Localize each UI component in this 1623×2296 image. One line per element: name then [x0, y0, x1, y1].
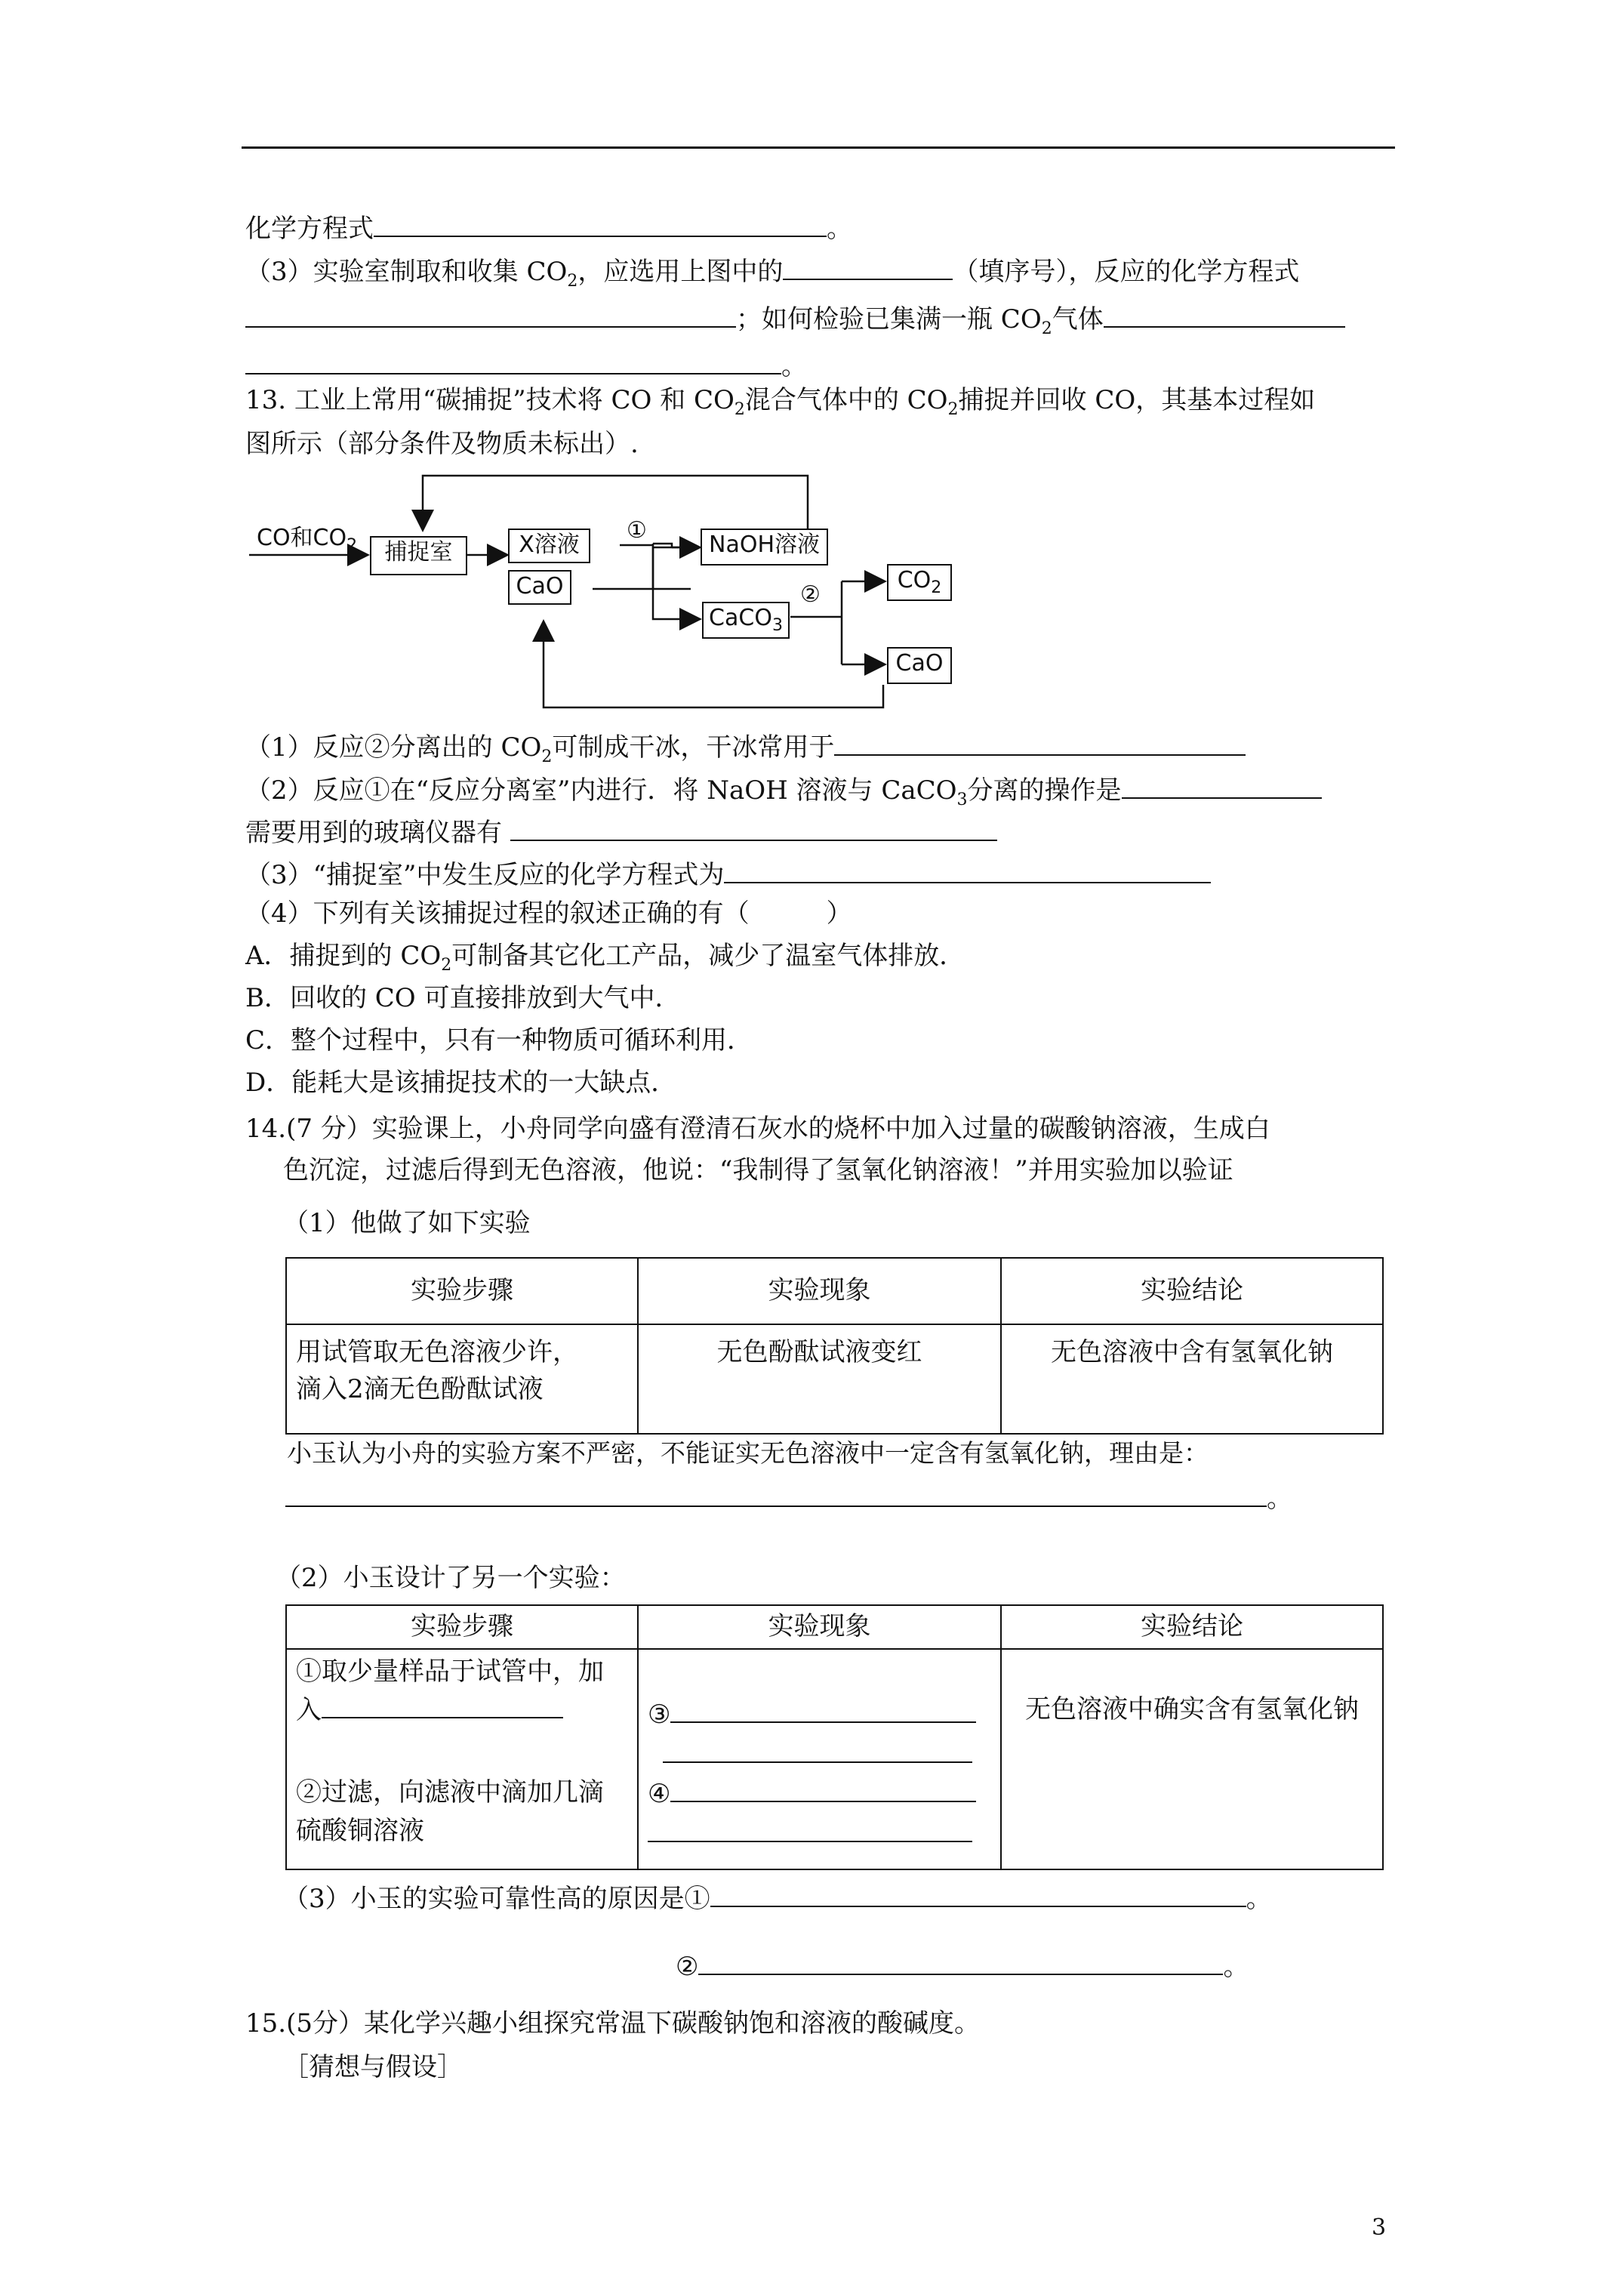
table2-step2-line2: 硫酸铜溶液 — [296, 1816, 424, 1846]
table2-phenomenon-4: ④ — [648, 1774, 991, 1814]
q14-part1: （1）他做了如下实验 — [283, 1208, 531, 1238]
answer-blank[interactable] — [648, 1815, 972, 1842]
table1-phenomenon-cell: 无色酚酞试液变红 — [638, 1324, 1001, 1434]
table2-steps-cell — [286, 1649, 638, 1869]
q13-part3: （3）“捕捉室”中发生反应的化学方程式为 — [245, 856, 1211, 891]
table1-conclusion-cell: 无色溶液中含有氢氧化钠 — [1001, 1324, 1383, 1434]
diagram-step2-label: ② — [800, 581, 821, 608]
table1-steps-cell — [286, 1324, 638, 1434]
carbon-capture-diagram — [249, 472, 989, 721]
diagram-cao-right-box: CaO — [887, 647, 952, 684]
answer-blank[interactable] — [663, 1736, 972, 1763]
q14-reason-line: 。 — [285, 1480, 1292, 1515]
table1-header-conclusion: 实验结论 — [1001, 1258, 1383, 1324]
answer-blank[interactable] — [1122, 772, 1322, 799]
table2-header-conclusion: 实验结论 — [1001, 1605, 1383, 1649]
answer-blank[interactable] — [374, 210, 827, 237]
header-rule — [242, 146, 1395, 149]
answer-blank[interactable] — [245, 347, 781, 374]
q14-intro-line1: 14.(7 分）实验课上，小舟同学向盛有澄清石灰水的烧杯中加入过量的碳酸钠溶液，生成白 — [245, 1114, 1270, 1144]
diagram-co2-box: $CO_2$ — [887, 564, 952, 601]
table2-step1-line2: 入 — [296, 1691, 628, 1730]
answer-blank[interactable] — [245, 300, 736, 328]
table1-step-line2: 滴入2滴无色酚酞试液 — [296, 1374, 544, 1405]
q13-part4: （4）下列有关该捕捉过程的叙述正确的有（ ） — [245, 898, 852, 929]
table2-header-phenomenon: 实验现象 — [638, 1605, 1001, 1649]
q14-intro-line2: 色沉淀，过滤后得到无色溶液，他说：“我制得了氢氧化钠溶液！”并用实验加以验证 — [283, 1155, 1233, 1185]
table1-header-phenomenon: 实验现象 — [638, 1258, 1001, 1324]
q13-part2-line1: （2）反应①在“反应分离室”内进行．将 NaOH 溶液与 CaCO$_3$分离的操作是 — [245, 772, 1322, 810]
table2-step1-line1: ①取少量样品于试管中，加 — [296, 1657, 604, 1687]
q12-part3-line3: 。 — [245, 347, 807, 382]
q15-section-heading: ［猜想与假设］ — [283, 2052, 463, 2082]
table2-phenomenon-3-cont — [648, 1735, 991, 1775]
diagram-input-label: CO和$CO_2$ — [257, 525, 358, 555]
q12-part3-line2: ；如何检验已集满一瓶 $CO_2$气体 — [245, 300, 1345, 339]
answer-blank[interactable] — [670, 1696, 976, 1723]
q14-xiaoyu-comment: 小玉认为小舟的实验方案不严密，不能证实无色溶液中一定含有氢氧化钠，理由是： — [287, 1438, 1209, 1468]
answer-blank[interactable] — [710, 1880, 1246, 1907]
q13-option-b: B．回收的 CO 可直接排放到大气中． — [245, 983, 681, 1013]
table2-phenomenon-4-cont — [648, 1814, 991, 1854]
q15-intro: 15.(5分）某化学兴趣小组探究常温下碳酸钠饱和溶液的酸碱度。 — [245, 2008, 980, 2039]
table1-header-steps: 实验步骤 — [286, 1258, 638, 1324]
q14-table2 — [285, 1604, 1384, 1870]
diagram-cao-left-box: CaO — [508, 570, 571, 605]
diagram-arrows — [249, 472, 989, 721]
table1-step-line1: 用试管取无色溶液少许， — [296, 1337, 578, 1367]
table2-header-steps: 实验步骤 — [286, 1605, 638, 1649]
q14-part3-line2: ② 。 — [676, 1948, 1249, 1983]
q13-option-a: A．捕捉到的 $CO_2$可制备其它化工产品，减少了温室气体排放． — [245, 941, 965, 975]
table2-phenomenon-3: ③ — [648, 1695, 991, 1735]
q13-intro-line2: 图所示（部分条件及物质未标出）. — [245, 429, 639, 459]
diagram-naoh-box: NaOH溶液 — [701, 529, 828, 566]
answer-blank[interactable] — [510, 814, 997, 841]
answer-blank[interactable] — [834, 729, 1246, 756]
q12-part3-line1: （3）实验室制取和收集 $CO_2$，应选用上图中的 （填序号），反应的化学方程式 — [245, 253, 1299, 291]
q13-option-c: C．整个过程中，只有一种物质可循环利用． — [245, 1025, 753, 1056]
answer-blank[interactable] — [698, 1948, 1223, 1975]
q13-part2-line2: 需要用到的玻璃仪器有 — [245, 814, 997, 849]
q14-part2: （2）小玉设计了另一个实验： — [276, 1563, 626, 1593]
page-number: 3 — [1372, 2214, 1387, 2241]
answer-blank[interactable] — [322, 1691, 563, 1718]
diagram-capture-room-box: 捕捉室 — [370, 536, 467, 575]
q13-intro-line1: 13. 工业上常用“碳捕捉”技术将 CO 和 $CO_2$混合气体中的 $CO_2$捕捉并回收 CO，其基本过程如 — [245, 385, 1316, 419]
diagram-caco3-box: CaCO$_3$ — [702, 602, 790, 639]
q13-part1: （1）反应②分离出的 $CO_2$可制成干冰，干冰常用于 — [245, 729, 1246, 767]
table2-phenomenon-cell — [638, 1649, 1001, 1869]
diagram-x-solution-box: X溶液 — [508, 529, 590, 563]
q14-part3-line1: （3）小玉的实验可靠性高的原因是① 。 — [283, 1880, 1272, 1915]
q14-table1 — [285, 1257, 1384, 1435]
answer-blank[interactable] — [1104, 300, 1345, 328]
q13-option-d: D．能耗大是该捕捉技术的一大缺点． — [245, 1068, 677, 1098]
table2-step2-line1: ②过滤，向滤液中滴加几滴 — [296, 1777, 604, 1808]
q12-equation-line: 化学方程式 。 — [245, 210, 852, 245]
answer-blank[interactable] — [724, 856, 1211, 883]
diagram-step1-label: ① — [627, 517, 647, 544]
answer-blank[interactable] — [783, 253, 953, 280]
answer-blank[interactable] — [670, 1775, 976, 1802]
table2-conclusion-cell: 无色溶液中确实含有氢氧化钠 — [1001, 1649, 1383, 1869]
answer-blank[interactable] — [285, 1480, 1267, 1507]
